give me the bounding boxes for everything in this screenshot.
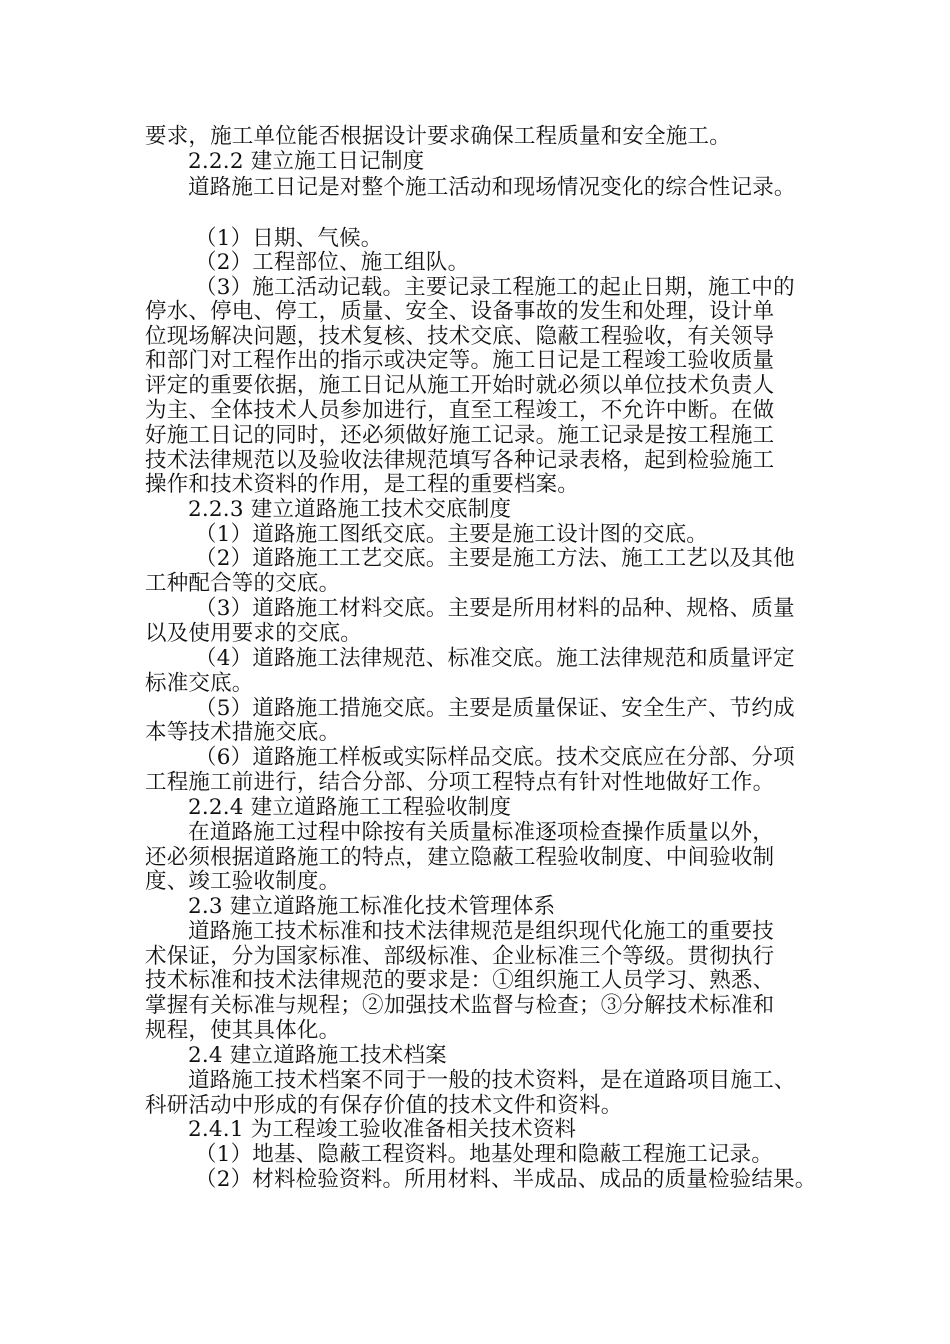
text-line: 以及使用要求的交底。 bbox=[145, 621, 363, 646]
list-item: （4）道路施工法律规范、标准交底。施工法律规范和质量评定 bbox=[195, 646, 795, 671]
text-line: 道路施工技术标准和技术法律规范是组织现代化施工的重要技 bbox=[188, 919, 774, 944]
text-line: 技术标准和技术法律规范的要求是：①组织施工人员学习、熟悉、 bbox=[145, 968, 775, 993]
text-line: 操作和技术资料的作用，是工程的重要档案。 bbox=[145, 472, 580, 497]
section-heading-2-2-3: 2.2.3 建立道路施工技术交底制度 bbox=[188, 497, 512, 522]
text-line: 要求，施工单位能否根据设计要求确保工程质量和安全施工。 bbox=[145, 124, 731, 149]
text-line: 为主、全体技术人员参加进行，直至工程竣工，不允许中断。在做 bbox=[145, 398, 775, 423]
list-item: （2）材料检验资料。所用材料、半成品、成品的质量检验结果。 bbox=[195, 1167, 817, 1192]
list-item: （1）道路施工图纸交底。主要是施工设计图的交底。 bbox=[195, 522, 708, 547]
text-line: 好施工日记的同时，还必须做好施工记录。施工记录是按工程施工 bbox=[145, 423, 775, 448]
list-item: （1）日期、气候。 bbox=[195, 226, 383, 251]
section-heading-2-2-2: 2.2.2 建立施工日记制度 bbox=[188, 149, 425, 174]
text-line: 术保证，分为国家标准、部级标准、企业标准三个等级。贯彻执行 bbox=[145, 944, 775, 969]
text-line: 道路施工技术档案不同于一般的技术资料，是在道路项目施工、 bbox=[188, 1068, 796, 1093]
section-heading-2-4: 2.4 建立道路施工技术档案 bbox=[188, 1043, 447, 1068]
list-item: （1）地基、隐蔽工程资料。地基处理和隐蔽工程施工记录。 bbox=[195, 1142, 774, 1167]
text-line: 度、竣工验收制度。 bbox=[145, 869, 341, 894]
list-item: （3）道路施工材料交底。主要是所用材料的品种、规格、质量 bbox=[195, 596, 795, 621]
text-line: 工程施工前进行，结合分部、分项工程特点有针对性地做好工作。 bbox=[145, 770, 775, 795]
list-item: （2）工程部位、施工组队。 bbox=[195, 250, 470, 275]
text-line: 位现场解决问题，技术复核、技术交底、隐蔽工程验收，有关领导 bbox=[145, 324, 775, 349]
section-heading-2-3: 2.3 建立道路施工标准化技术管理体系 bbox=[188, 894, 556, 919]
section-heading-2-2-4: 2.2.4 建立道路施工工程验收制度 bbox=[188, 795, 512, 820]
list-item: （3）施工活动记载。主要记录工程施工的起止日期，施工中的 bbox=[195, 275, 795, 300]
text-line: 技术法律规范以及验收法律规范填写各种记录表格，起到检验施工 bbox=[145, 448, 775, 473]
text-line: 还必须根据道路施工的特点，建立隐蔽工程验收制度、中间验收制 bbox=[145, 845, 775, 870]
text-line: 和部门对工程作出的指示或决定等。施工日记是工程竣工验收质量 bbox=[145, 348, 775, 373]
list-item: （6）道路施工样板或实际样品交底。技术交底应在分部、分项 bbox=[195, 745, 795, 770]
list-item: （2）道路施工工艺交底。主要是施工方法、施工工艺以及其他 bbox=[195, 546, 795, 571]
text-line: 停水、停电、停工，质量、安全、设备事故的发生和处理，设计单 bbox=[145, 299, 775, 324]
text-line: 道路施工日记是对整个施工活动和现场情况变化的综合性记录。 bbox=[188, 175, 796, 200]
list-item: （5）道路施工措施交底。主要是质量保证、安全生产、节约成 bbox=[195, 696, 795, 721]
text-line: 科研活动中形成的有保存价值的技术文件和资料。 bbox=[145, 1093, 623, 1118]
text-line: 标准交底。 bbox=[145, 671, 254, 696]
text-line: 掌握有关标准与规程；②加强技术监督与检查；③分解技术标准和 bbox=[145, 993, 775, 1018]
text-line: 在道路施工过程中除按有关质量标准逐项检查操作质量以外， bbox=[188, 820, 774, 845]
text-line: 规程，使其具体化。 bbox=[145, 1018, 341, 1043]
section-heading-2-4-1: 2.4.1 为工程竣工验收准备相关技术资料 bbox=[188, 1117, 577, 1142]
text-line: 工种配合等的交底。 bbox=[145, 571, 341, 596]
text-line: 本等技术措施交底。 bbox=[145, 720, 341, 745]
text-line: 评定的重要依据，施工日记从施工开始时就必须以单位技术负责人 bbox=[145, 373, 775, 398]
